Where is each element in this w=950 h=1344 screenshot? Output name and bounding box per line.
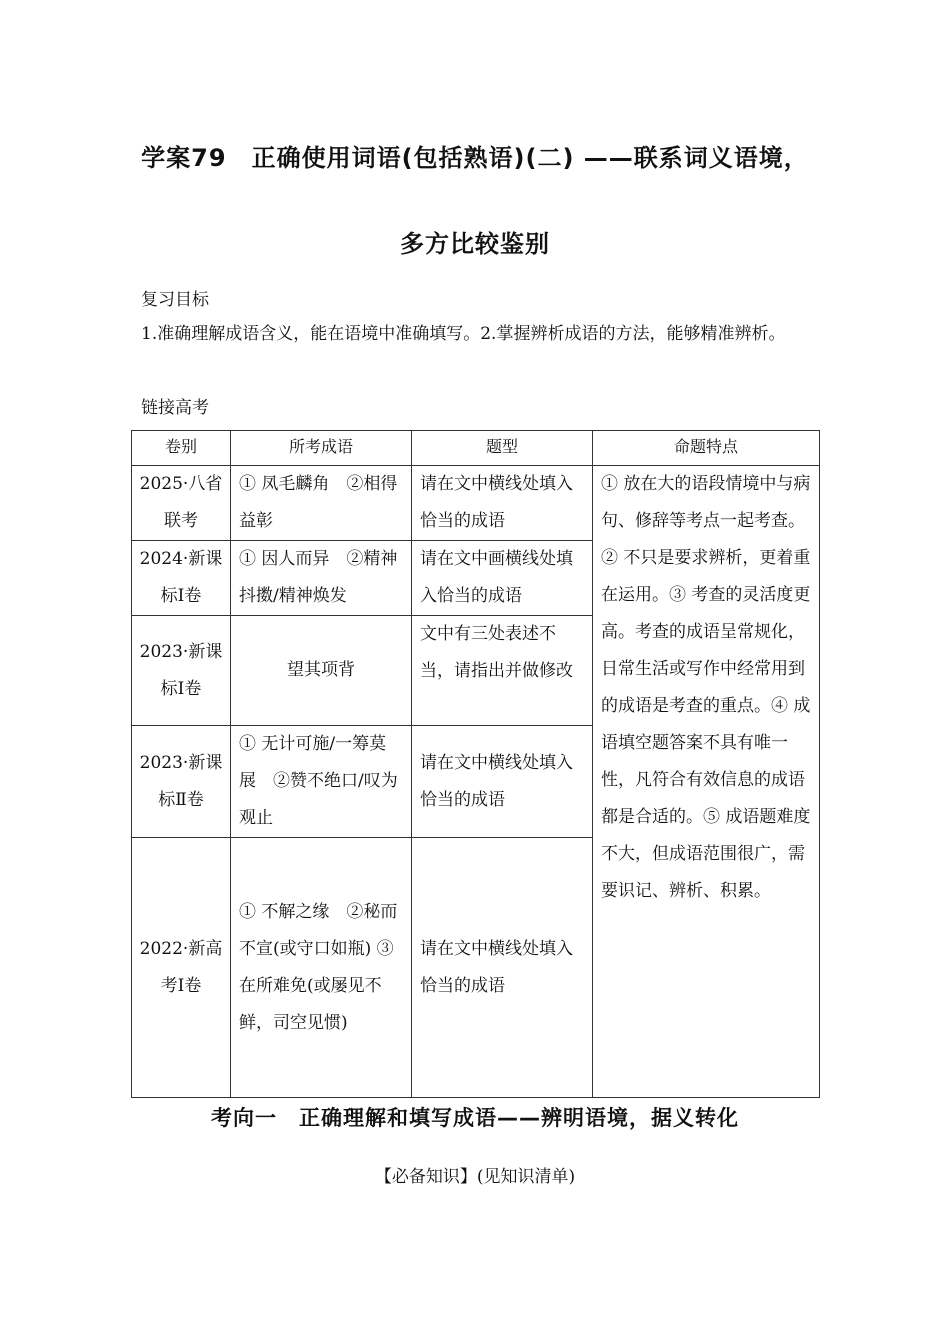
exam-table — [131, 430, 820, 1098]
knowledge-link: 【必备知识】(见知识清单) — [374, 1167, 576, 1187]
cell-type: 请在文中横线处填入恰当的成语 — [412, 726, 593, 838]
table-row — [132, 466, 820, 541]
page-title-line-2: 多方比较鉴别 — [400, 230, 550, 258]
review-target-body: 1.准确理解成语含义，能在语境中准确填写。2.掌握辨析成语的方法，能够精准辨析。 — [141, 324, 786, 344]
header-idioms: 所考成语 — [231, 431, 412, 466]
cell-volume: 2025·八省联考 — [132, 466, 231, 541]
cell-type: 请在文中画横线处填入恰当的成语 — [412, 541, 593, 616]
section-heading: 考向一 正确理解和填写成语——辨明语境，据义转化 — [211, 1106, 739, 1130]
cell-volume: 2022·新高考Ⅰ卷 — [132, 838, 231, 1098]
cell-idioms: 望其项背 — [231, 616, 412, 726]
cell-type: 请在文中横线处填入恰当的成语 — [412, 466, 593, 541]
cell-features: ① 放在大的语段情境中与病句、修辞等考点一起考查。② 不只是要求辨析，更着重在运用。③ 考查的灵活度更高。考查的成语呈常规化，日常生活或写作中经常用到的成语是考查的重点。④ 成语填空题答案不具有唯一性，凡符合有效信息的成语都是合适的。⑤ 成语题难度不大，但成语范围很广，需要识记、辨析、积累。 — [593, 466, 820, 1098]
cell-idioms: ① 不解之缘 ②秘而不宣(或守口如瓶) ③ 在所难免(或屡见不鲜，司空见惯) — [231, 838, 412, 1098]
cell-idioms: ① 凤毛麟角 ②相得益彰 — [231, 466, 412, 541]
header-type: 题型 — [412, 431, 593, 466]
cell-type: 文中有三处表述不当，请指出并做修改 — [412, 616, 593, 726]
cell-volume: 2023·新课标Ⅰ卷 — [132, 616, 231, 726]
link-exam-heading: 链接高考 — [141, 398, 209, 418]
cell-volume: 2023·新课标Ⅱ卷 — [132, 726, 231, 838]
page-title-line-1: 学案79 正确使用词语(包括熟语)(二) ——联系词义语境， — [141, 144, 809, 172]
cell-idioms: ① 因人而异 ②精神抖擞/精神焕发 — [231, 541, 412, 616]
header-volume: 卷别 — [132, 431, 231, 466]
cell-idioms: ① 无计可施/一筹莫展 ②赞不绝口/叹为观止 — [231, 726, 412, 838]
cell-type: 请在文中横线处填入恰当的成语 — [412, 838, 593, 1098]
cell-volume: 2024·新课标Ⅰ卷 — [132, 541, 231, 616]
review-target-heading: 复习目标 — [141, 290, 209, 310]
header-features: 命题特点 — [593, 431, 820, 466]
table-header-row — [132, 431, 820, 466]
